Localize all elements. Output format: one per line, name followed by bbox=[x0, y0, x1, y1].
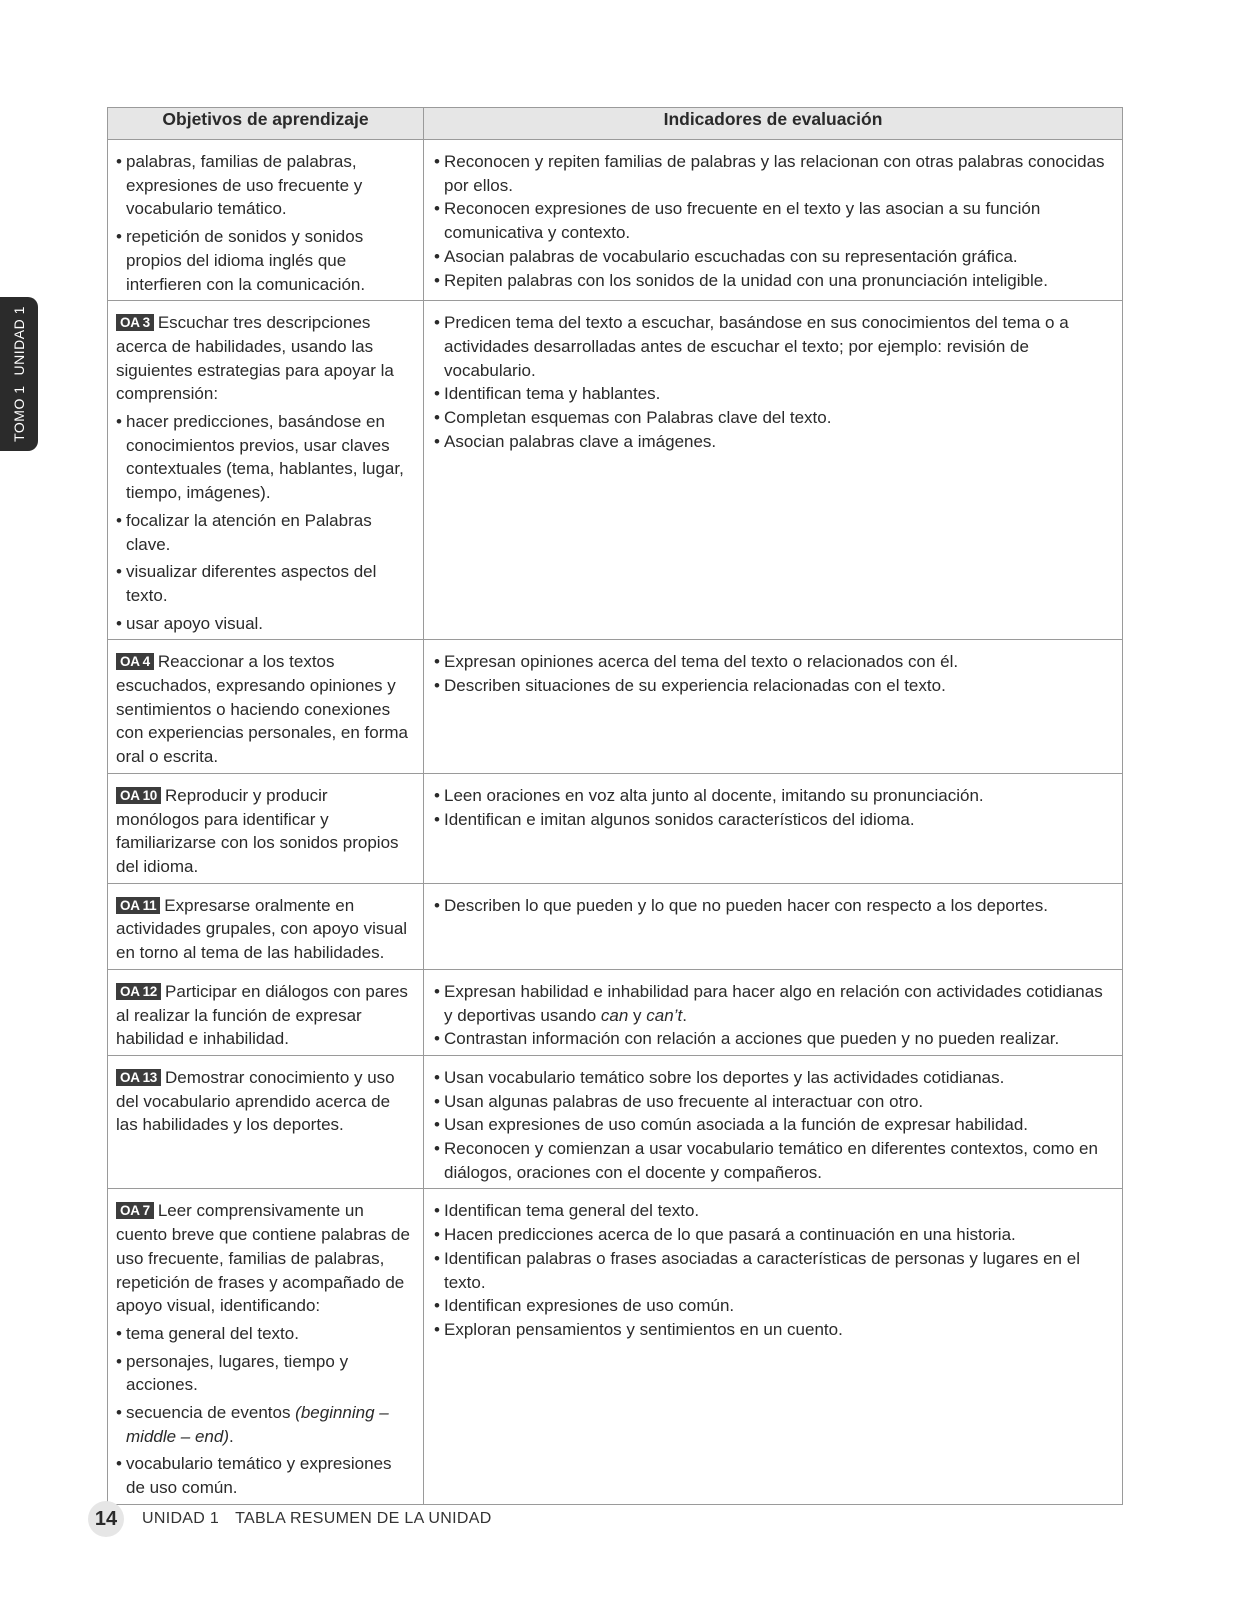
indicator-item: • Reconocen y repiten familias de palabras y las relacionan con otras palabras conocidas por ellos. bbox=[434, 150, 1112, 197]
objective-bullet: • hacer predicciones, basándose en conocimientos previos, usar claves contextuales (tema, hablantes, lugar, tiempo, imágenes). bbox=[116, 410, 415, 505]
oa-code-badge: OA 4 bbox=[116, 653, 154, 670]
table-row bbox=[108, 883, 1123, 969]
objective-intro-text: Participar en diálogos con pares al realizar la función de expresar habilidad e inhabilidad. bbox=[116, 981, 408, 1049]
table-row bbox=[108, 640, 1123, 774]
header-objetivos: Objetivos de aprendizaje bbox=[108, 108, 424, 140]
objective-bullet: • visualizar diferentes aspectos del texto. bbox=[116, 560, 415, 607]
indicator-item: • Expresan opiniones acerca del tema del texto o relacionados con él. bbox=[434, 650, 1112, 674]
objective-intro bbox=[116, 1199, 415, 1318]
indicator-item: • Expresan habilidad e inhabilidad para hacer algo en relación con actividades cotidianas y deportivas usando can y can’t. bbox=[434, 980, 1112, 1027]
table-row bbox=[108, 1189, 1123, 1504]
oa-code-badge: OA 12 bbox=[116, 983, 161, 1000]
objective-bullet: • tema general del texto. bbox=[116, 1322, 415, 1346]
side-tab-label bbox=[11, 306, 27, 442]
table-row bbox=[108, 1055, 1123, 1189]
indicator-list bbox=[434, 650, 1112, 697]
indicator-item: • Identifican tema general del texto. bbox=[434, 1199, 1112, 1223]
indicator-list bbox=[434, 150, 1112, 292]
oa-code-badge: OA 11 bbox=[116, 897, 160, 914]
objective-intro bbox=[116, 650, 415, 769]
objective-bullets bbox=[116, 410, 415, 635]
objective-intro-text: Expresarse oralmente en actividades grupales, con apoyo visual en torno al tema de las habilidades. bbox=[116, 895, 408, 963]
indicator-cell bbox=[424, 773, 1123, 883]
objective-intro bbox=[116, 894, 415, 965]
objective-bullet: • secuencia de eventos (beginning – middle – end). bbox=[116, 1401, 415, 1448]
objective-cell bbox=[108, 773, 424, 883]
indicator-item: • Asocian palabras clave a imágenes. bbox=[434, 430, 1112, 454]
indicator-list bbox=[434, 1066, 1112, 1185]
oa-code-badge: OA 10 bbox=[116, 787, 161, 804]
indicator-item: • Leen oraciones en voz alta junto al docente, imitando su pronunciación. bbox=[434, 784, 1112, 808]
indicator-item: • Completan esquemas con Palabras clave del texto. bbox=[434, 406, 1112, 430]
side-tab-tomo: TOMO 1 bbox=[11, 385, 27, 442]
objective-bullet: • focalizar la atención en Palabras clave. bbox=[116, 509, 415, 556]
indicator-item: • Reconocen y comienzan a usar vocabulario temático en diferentes contextos, como en diálogos, oraciones con el docente y compañeros. bbox=[434, 1137, 1112, 1184]
objective-cell bbox=[108, 301, 424, 640]
table-row bbox=[108, 773, 1123, 883]
side-tab-unidad: UNIDAD 1 bbox=[11, 306, 27, 376]
objective-intro bbox=[116, 1066, 415, 1137]
page-number: 14 bbox=[88, 1501, 124, 1537]
objective-bullets bbox=[116, 150, 415, 296]
objective-bullet: • usar apoyo visual. bbox=[116, 612, 415, 636]
objective-bullet: • repetición de sonidos y sonidos propios del idioma inglés que interfieren con la comunicación. bbox=[116, 225, 415, 296]
indicator-list bbox=[434, 980, 1112, 1051]
table-header-row bbox=[108, 108, 1123, 140]
objective-intro-text: Leer comprensivamente un cuento breve que contiene palabras de uso frecuente, familias de palabras, repetición de frases y acompañado de apoyo visual, identificando: bbox=[116, 1201, 410, 1316]
indicator-item: • Contrastan información con relación a acciones que pueden y no pueden realizar. bbox=[434, 1027, 1112, 1051]
indicator-cell bbox=[424, 640, 1123, 774]
objective-intro-text: Demostrar conocimiento y uso del vocabulario aprendido acerca de las habilidades y los deportes. bbox=[116, 1067, 395, 1135]
indicator-item: • Exploran pensamientos y sentimientos en un cuento. bbox=[434, 1318, 1112, 1342]
table-row bbox=[108, 301, 1123, 640]
objective-bullet: • personajes, lugares, tiempo y acciones. bbox=[116, 1350, 415, 1397]
indicator-item: • Identifican palabras o frases asociadas a características de personas y lugares en el texto. bbox=[434, 1247, 1112, 1294]
indicator-item: • Usan vocabulario temático sobre los deportes y las actividades cotidianas. bbox=[434, 1066, 1112, 1090]
indicator-cell bbox=[424, 301, 1123, 640]
objective-intro-text: Reproducir y producir monólogos para identificar y familiarizarse con los sonidos propios del idioma. bbox=[116, 785, 399, 876]
objective-intro bbox=[116, 784, 415, 879]
indicator-list bbox=[434, 784, 1112, 831]
indicator-item: • Describen situaciones de su experiencia relacionadas con el texto. bbox=[434, 674, 1112, 698]
objective-cell bbox=[108, 140, 424, 301]
oa-code-badge: OA 13 bbox=[116, 1069, 161, 1086]
indicator-cell bbox=[424, 883, 1123, 969]
indicator-item: • Reconocen expresiones de uso frecuente en el texto y las asocian a su función comunicativa y contexto. bbox=[434, 197, 1112, 244]
indicator-item: • Predicen tema del texto a escuchar, basándose en sus conocimientos del tema o a actividades desarrolladas antes de escuchar el texto; por ejemplo: revisión de vocabulario. bbox=[434, 311, 1112, 382]
objective-intro bbox=[116, 980, 415, 1051]
indicator-list bbox=[434, 894, 1112, 918]
objective-cell bbox=[108, 969, 424, 1055]
indicator-list bbox=[434, 311, 1112, 453]
table-body bbox=[108, 140, 1123, 1505]
table-row bbox=[108, 140, 1123, 301]
summary-table bbox=[107, 107, 1123, 1505]
footer-text bbox=[142, 1510, 492, 1528]
indicator-cell bbox=[424, 969, 1123, 1055]
objective-bullet: • vocabulario temático y expresiones de uso común. bbox=[116, 1452, 415, 1499]
indicator-item: • Repiten palabras con los sonidos de la unidad con una pronunciación inteligible. bbox=[434, 269, 1112, 293]
indicator-item: • Usan algunas palabras de uso frecuente al interactuar con otro. bbox=[434, 1090, 1112, 1114]
indicator-item: • Identifican e imitan algunos sonidos característicos del idioma. bbox=[434, 808, 1112, 832]
indicator-item: • Identifican expresiones de uso común. bbox=[434, 1294, 1112, 1318]
objective-cell bbox=[108, 640, 424, 774]
table-row bbox=[108, 969, 1123, 1055]
indicator-cell bbox=[424, 140, 1123, 301]
objective-intro-text: Reaccionar a los textos escuchados, expresando opiniones y sentimientos o haciendo conexiones con experiencias personales, en forma oral o escrita. bbox=[116, 652, 408, 767]
indicator-item: • Hacen predicciones acerca de lo que pasará a continuación en una historia. bbox=[434, 1223, 1112, 1247]
indicator-item: • Describen lo que pueden y lo que no pueden hacer con respecto a los deportes. bbox=[434, 894, 1112, 918]
indicator-cell bbox=[424, 1189, 1123, 1504]
indicator-item: • Usan expresiones de uso común asociada a la función de expresar habilidad. bbox=[434, 1113, 1112, 1137]
oa-code-badge: OA 3 bbox=[116, 314, 154, 331]
footer-section: TABLA RESUMEN DE LA UNIDAD bbox=[235, 1510, 492, 1527]
indicator-item: • Identifican tema y hablantes. bbox=[434, 382, 1112, 406]
objective-intro bbox=[116, 311, 415, 406]
objective-intro-text: Escuchar tres descripciones acerca de habilidades, usando las siguientes estrategias para apoyar la comprensión: bbox=[116, 313, 394, 404]
indicator-item: • Asocian palabras de vocabulario escuchadas con su representación gráfica. bbox=[434, 245, 1112, 269]
oa-code-badge: OA 7 bbox=[116, 1202, 154, 1219]
objective-cell bbox=[108, 1055, 424, 1189]
objective-cell bbox=[108, 883, 424, 969]
objective-bullets bbox=[116, 1322, 415, 1500]
indicator-cell bbox=[424, 1055, 1123, 1189]
footer-unit: UNIDAD 1 bbox=[142, 1510, 220, 1527]
indicator-list bbox=[434, 1199, 1112, 1341]
page-footer bbox=[88, 1500, 492, 1538]
objective-cell bbox=[108, 1189, 424, 1504]
objective-bullet: • palabras, familias de palabras, expresiones de uso frecuente y vocabulario temático. bbox=[116, 150, 415, 221]
header-indicadores: Indicadores de evaluación bbox=[424, 108, 1123, 140]
